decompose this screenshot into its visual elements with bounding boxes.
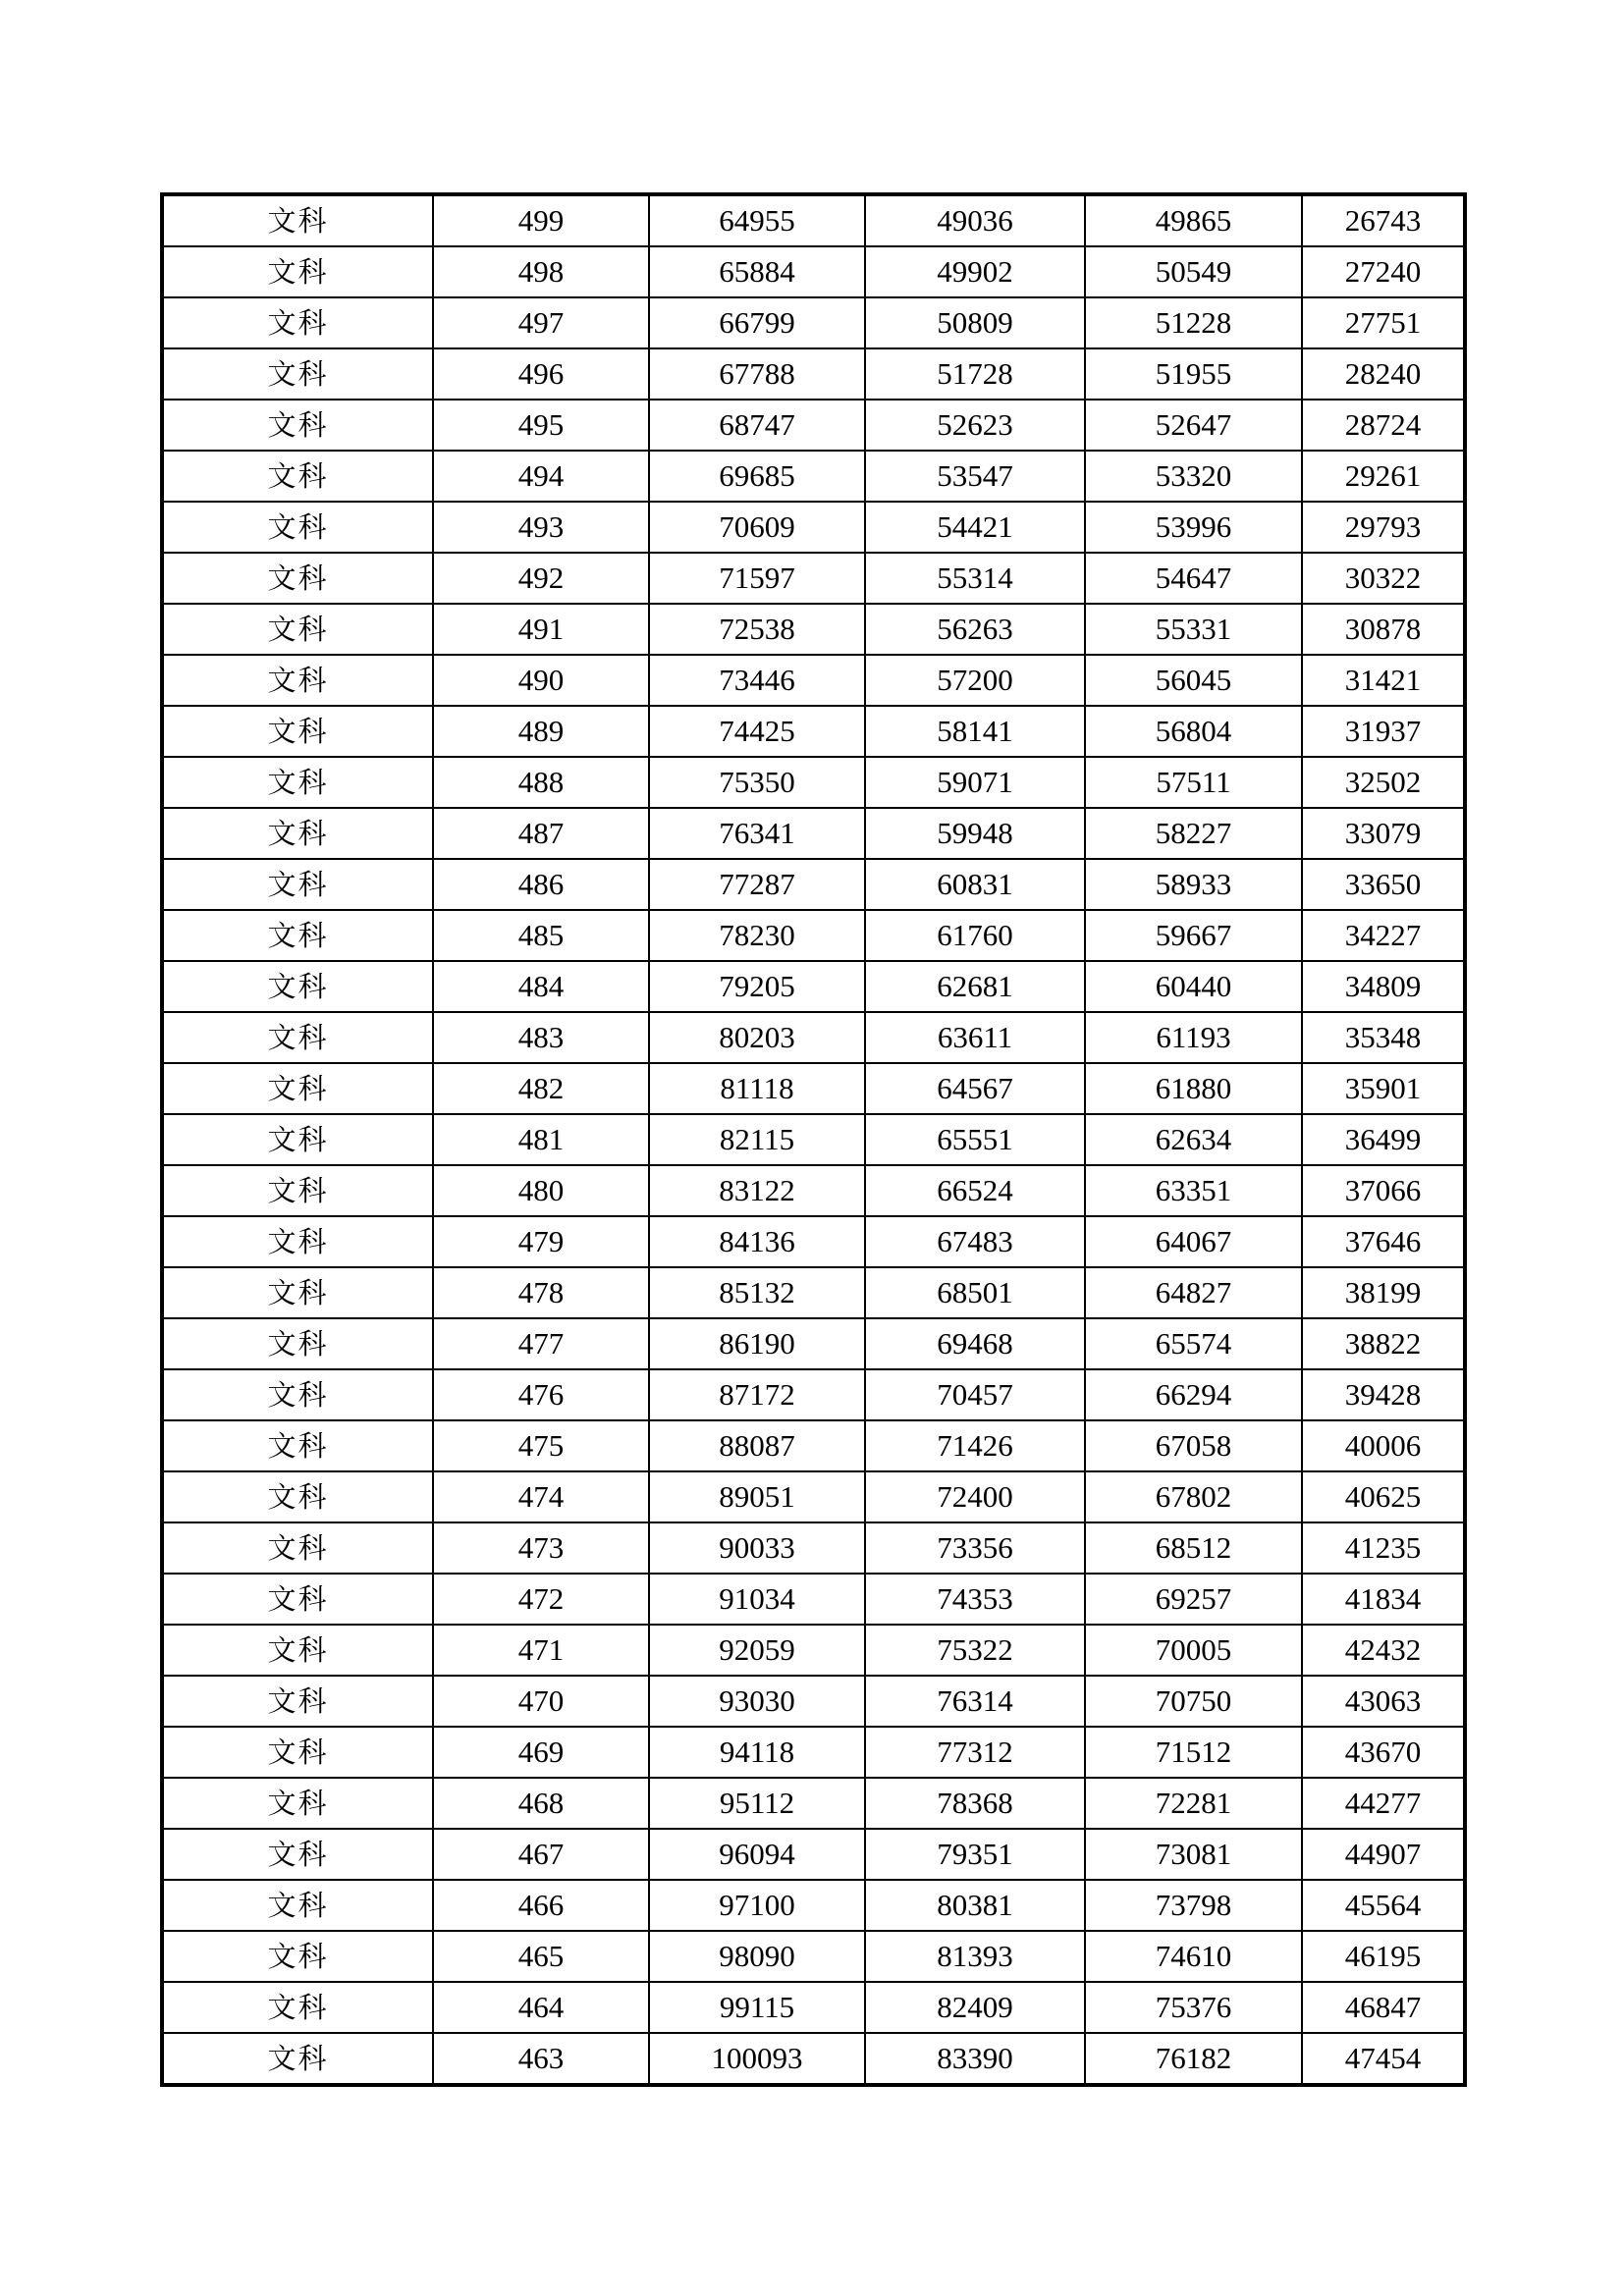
cell-value-4: 64567 — [865, 1063, 1085, 1114]
cell-score: 484 — [433, 961, 649, 1012]
cell-value-4: 76314 — [865, 1676, 1085, 1727]
table-row — [162, 1880, 1465, 1931]
table-row — [162, 2033, 1465, 2085]
cell-value-5: 66294 — [1085, 1369, 1302, 1420]
cell-score: 466 — [433, 1880, 649, 1931]
cell-value-4: 80381 — [865, 1880, 1085, 1931]
cell-value-4: 68501 — [865, 1267, 1085, 1318]
cell-score: 478 — [433, 1267, 649, 1318]
table-row — [162, 655, 1465, 706]
cell-value-6: 37066 — [1302, 1165, 1465, 1216]
cell-score: 473 — [433, 1522, 649, 1574]
cell-value-4: 59071 — [865, 757, 1085, 808]
cell-subject: 文科 — [162, 1369, 433, 1420]
cell-value-4: 54421 — [865, 502, 1085, 553]
cell-score: 496 — [433, 348, 649, 400]
cell-value-4: 61760 — [865, 910, 1085, 961]
cell-subject: 文科 — [162, 297, 433, 348]
table-row — [162, 1625, 1465, 1676]
cell-value-3: 68747 — [649, 400, 865, 451]
cell-value-4: 58141 — [865, 706, 1085, 757]
table-row — [162, 297, 1465, 348]
cell-value-5: 51228 — [1085, 297, 1302, 348]
cell-subject: 文科 — [162, 1574, 433, 1625]
cell-score: 485 — [433, 910, 649, 961]
table-row — [162, 1012, 1465, 1063]
table-row — [162, 1420, 1465, 1471]
table-row — [162, 1165, 1465, 1216]
cell-value-6: 28240 — [1302, 348, 1465, 400]
cell-score: 498 — [433, 246, 649, 297]
table-row — [162, 451, 1465, 502]
cell-value-3: 100093 — [649, 2033, 865, 2085]
cell-score: 463 — [433, 2033, 649, 2085]
cell-value-6: 31421 — [1302, 655, 1465, 706]
cell-value-5: 62634 — [1085, 1114, 1302, 1165]
cell-value-4: 74353 — [865, 1574, 1085, 1625]
cell-value-6: 30322 — [1302, 553, 1465, 604]
cell-score: 487 — [433, 808, 649, 859]
cell-value-4: 75322 — [865, 1625, 1085, 1676]
cell-value-4: 79351 — [865, 1829, 1085, 1880]
cell-subject: 文科 — [162, 1931, 433, 1982]
cell-value-5: 70750 — [1085, 1676, 1302, 1727]
cell-value-5: 68512 — [1085, 1522, 1302, 1574]
cell-subject: 文科 — [162, 1880, 433, 1931]
cell-value-3: 73446 — [649, 655, 865, 706]
cell-value-5: 76182 — [1085, 2033, 1302, 2085]
cell-score: 488 — [433, 757, 649, 808]
score-ranking-table — [160, 192, 1467, 2087]
cell-value-6: 46195 — [1302, 1931, 1465, 1982]
cell-score: 477 — [433, 1318, 649, 1369]
cell-value-6: 44907 — [1302, 1829, 1465, 1880]
cell-score: 493 — [433, 502, 649, 553]
cell-value-6: 33650 — [1302, 859, 1465, 910]
cell-value-5: 56804 — [1085, 706, 1302, 757]
table-row — [162, 1369, 1465, 1420]
cell-value-5: 63351 — [1085, 1165, 1302, 1216]
cell-value-6: 27240 — [1302, 246, 1465, 297]
cell-subject: 文科 — [162, 1471, 433, 1522]
table-row — [162, 246, 1465, 297]
cell-value-4: 65551 — [865, 1114, 1085, 1165]
cell-value-6: 36499 — [1302, 1114, 1465, 1165]
cell-value-3: 81118 — [649, 1063, 865, 1114]
cell-score: 486 — [433, 859, 649, 910]
cell-value-3: 87172 — [649, 1369, 865, 1420]
cell-subject: 文科 — [162, 1727, 433, 1778]
cell-value-4: 51728 — [865, 348, 1085, 400]
cell-score: 495 — [433, 400, 649, 451]
cell-value-3: 79205 — [649, 961, 865, 1012]
cell-value-4: 63611 — [865, 1012, 1085, 1063]
cell-value-3: 66799 — [649, 297, 865, 348]
cell-value-3: 88087 — [649, 1420, 865, 1471]
cell-subject: 文科 — [162, 1829, 433, 1880]
cell-score: 492 — [433, 553, 649, 604]
cell-subject: 文科 — [162, 400, 433, 451]
cell-subject: 文科 — [162, 859, 433, 910]
cell-value-6: 35348 — [1302, 1012, 1465, 1063]
cell-value-5: 50549 — [1085, 246, 1302, 297]
table-row — [162, 1982, 1465, 2033]
cell-value-6: 47454 — [1302, 2033, 1465, 2085]
table-row — [162, 757, 1465, 808]
cell-score: 481 — [433, 1114, 649, 1165]
table-row — [162, 1676, 1465, 1727]
cell-value-3: 99115 — [649, 1982, 865, 2033]
cell-value-5: 75376 — [1085, 1982, 1302, 2033]
table-row — [162, 1114, 1465, 1165]
cell-value-5: 65574 — [1085, 1318, 1302, 1369]
cell-subject: 文科 — [162, 1318, 433, 1369]
table-body — [162, 194, 1465, 2085]
cell-value-4: 69468 — [865, 1318, 1085, 1369]
cell-value-6: 31937 — [1302, 706, 1465, 757]
cell-subject: 文科 — [162, 1012, 433, 1063]
table-row — [162, 1471, 1465, 1522]
cell-value-6: 41834 — [1302, 1574, 1465, 1625]
cell-value-4: 62681 — [865, 961, 1085, 1012]
cell-value-4: 82409 — [865, 1982, 1085, 2033]
cell-value-5: 71512 — [1085, 1727, 1302, 1778]
cell-subject: 文科 — [162, 1216, 433, 1267]
cell-value-3: 74425 — [649, 706, 865, 757]
cell-value-5: 53996 — [1085, 502, 1302, 553]
cell-value-6: 32502 — [1302, 757, 1465, 808]
cell-subject: 文科 — [162, 706, 433, 757]
cell-subject: 文科 — [162, 1625, 433, 1676]
cell-value-4: 72400 — [865, 1471, 1085, 1522]
cell-value-6: 39428 — [1302, 1369, 1465, 1420]
cell-value-6: 41235 — [1302, 1522, 1465, 1574]
cell-value-6: 46847 — [1302, 1982, 1465, 2033]
cell-value-6: 29261 — [1302, 451, 1465, 502]
cell-score: 469 — [433, 1727, 649, 1778]
cell-value-5: 70005 — [1085, 1625, 1302, 1676]
cell-value-5: 73798 — [1085, 1880, 1302, 1931]
table-row — [162, 1778, 1465, 1829]
cell-score: 474 — [433, 1471, 649, 1522]
cell-value-5: 52647 — [1085, 400, 1302, 451]
cell-value-5: 56045 — [1085, 655, 1302, 706]
cell-subject: 文科 — [162, 1114, 433, 1165]
cell-value-5: 60440 — [1085, 961, 1302, 1012]
cell-value-5: 59667 — [1085, 910, 1302, 961]
cell-score: 489 — [433, 706, 649, 757]
cell-value-4: 56263 — [865, 604, 1085, 655]
table-row — [162, 194, 1465, 246]
cell-score: 483 — [433, 1012, 649, 1063]
cell-value-3: 95112 — [649, 1778, 865, 1829]
cell-value-5: 73081 — [1085, 1829, 1302, 1880]
cell-value-6: 33079 — [1302, 808, 1465, 859]
cell-value-4: 66524 — [865, 1165, 1085, 1216]
table-row — [162, 706, 1465, 757]
cell-value-4: 78368 — [865, 1778, 1085, 1829]
cell-value-5: 53320 — [1085, 451, 1302, 502]
cell-value-5: 74610 — [1085, 1931, 1302, 1982]
cell-subject: 文科 — [162, 808, 433, 859]
cell-value-4: 52623 — [865, 400, 1085, 451]
cell-subject: 文科 — [162, 604, 433, 655]
cell-value-4: 49902 — [865, 246, 1085, 297]
cell-value-4: 50809 — [865, 297, 1085, 348]
cell-score: 470 — [433, 1676, 649, 1727]
cell-value-5: 57511 — [1085, 757, 1302, 808]
table-row — [162, 604, 1465, 655]
cell-score: 479 — [433, 1216, 649, 1267]
cell-subject: 文科 — [162, 655, 433, 706]
cell-value-4: 70457 — [865, 1369, 1085, 1420]
table-row — [162, 1727, 1465, 1778]
cell-score: 471 — [433, 1625, 649, 1676]
cell-value-6: 40006 — [1302, 1420, 1465, 1471]
cell-value-6: 34809 — [1302, 961, 1465, 1012]
table-row — [162, 1931, 1465, 1982]
cell-value-6: 42432 — [1302, 1625, 1465, 1676]
cell-value-4: 81393 — [865, 1931, 1085, 1982]
cell-value-5: 55331 — [1085, 604, 1302, 655]
cell-score: 497 — [433, 297, 649, 348]
cell-value-3: 72538 — [649, 604, 865, 655]
table-row — [162, 1829, 1465, 1880]
cell-value-5: 54647 — [1085, 553, 1302, 604]
cell-subject: 文科 — [162, 961, 433, 1012]
cell-score: 480 — [433, 1165, 649, 1216]
cell-score: 468 — [433, 1778, 649, 1829]
cell-value-4: 59948 — [865, 808, 1085, 859]
cell-value-3: 85132 — [649, 1267, 865, 1318]
cell-value-3: 77287 — [649, 859, 865, 910]
cell-subject: 文科 — [162, 348, 433, 400]
table-row — [162, 1574, 1465, 1625]
cell-value-3: 69685 — [649, 451, 865, 502]
cell-value-6: 26743 — [1302, 194, 1465, 246]
cell-value-3: 98090 — [649, 1931, 865, 1982]
cell-subject: 文科 — [162, 1522, 433, 1574]
cell-value-4: 83390 — [865, 2033, 1085, 2085]
cell-subject: 文科 — [162, 246, 433, 297]
cell-score: 464 — [433, 1982, 649, 2033]
cell-subject: 文科 — [162, 502, 433, 553]
table-row — [162, 808, 1465, 859]
table-row — [162, 961, 1465, 1012]
cell-value-5: 49865 — [1085, 194, 1302, 246]
cell-score: 482 — [433, 1063, 649, 1114]
table-row — [162, 1063, 1465, 1114]
cell-score: 475 — [433, 1420, 649, 1471]
table-row — [162, 1522, 1465, 1574]
cell-value-6: 37646 — [1302, 1216, 1465, 1267]
cell-subject: 文科 — [162, 757, 433, 808]
cell-subject: 文科 — [162, 1982, 433, 2033]
cell-subject: 文科 — [162, 451, 433, 502]
cell-value-6: 30878 — [1302, 604, 1465, 655]
cell-score: 494 — [433, 451, 649, 502]
table-row — [162, 348, 1465, 400]
cell-value-6: 29793 — [1302, 502, 1465, 553]
table-row — [162, 400, 1465, 451]
table-row — [162, 1216, 1465, 1267]
cell-value-6: 40625 — [1302, 1471, 1465, 1522]
cell-value-4: 77312 — [865, 1727, 1085, 1778]
cell-value-4: 55314 — [865, 553, 1085, 604]
cell-subject: 文科 — [162, 194, 433, 246]
cell-score: 490 — [433, 655, 649, 706]
cell-value-5: 61193 — [1085, 1012, 1302, 1063]
cell-value-6: 28724 — [1302, 400, 1465, 451]
table-row — [162, 910, 1465, 961]
cell-score: 472 — [433, 1574, 649, 1625]
cell-value-3: 67788 — [649, 348, 865, 400]
cell-value-5: 58227 — [1085, 808, 1302, 859]
cell-value-5: 64067 — [1085, 1216, 1302, 1267]
cell-subject: 文科 — [162, 1676, 433, 1727]
cell-value-5: 72281 — [1085, 1778, 1302, 1829]
cell-value-3: 84136 — [649, 1216, 865, 1267]
table-row — [162, 1318, 1465, 1369]
cell-subject: 文科 — [162, 1778, 433, 1829]
cell-value-4: 49036 — [865, 194, 1085, 246]
cell-score: 467 — [433, 1829, 649, 1880]
cell-value-3: 75350 — [649, 757, 865, 808]
cell-value-3: 89051 — [649, 1471, 865, 1522]
cell-value-6: 43670 — [1302, 1727, 1465, 1778]
cell-value-3: 97100 — [649, 1880, 865, 1931]
cell-subject: 文科 — [162, 1420, 433, 1471]
cell-subject: 文科 — [162, 1165, 433, 1216]
cell-value-4: 57200 — [865, 655, 1085, 706]
score-table-container — [160, 192, 1463, 2087]
cell-value-5: 51955 — [1085, 348, 1302, 400]
cell-value-3: 92059 — [649, 1625, 865, 1676]
cell-value-4: 60831 — [865, 859, 1085, 910]
cell-value-6: 27751 — [1302, 297, 1465, 348]
cell-value-3: 71597 — [649, 553, 865, 604]
cell-value-3: 83122 — [649, 1165, 865, 1216]
cell-value-6: 45564 — [1302, 1880, 1465, 1931]
table-row — [162, 502, 1465, 553]
cell-value-5: 64827 — [1085, 1267, 1302, 1318]
cell-score: 465 — [433, 1931, 649, 1982]
cell-subject: 文科 — [162, 910, 433, 961]
cell-value-3: 90033 — [649, 1522, 865, 1574]
cell-value-5: 67802 — [1085, 1471, 1302, 1522]
cell-value-4: 73356 — [865, 1522, 1085, 1574]
table-row — [162, 1267, 1465, 1318]
cell-value-3: 80203 — [649, 1012, 865, 1063]
cell-value-3: 78230 — [649, 910, 865, 961]
cell-value-3: 93030 — [649, 1676, 865, 1727]
table-row — [162, 859, 1465, 910]
cell-subject: 文科 — [162, 1063, 433, 1114]
table-row — [162, 553, 1465, 604]
cell-value-3: 94118 — [649, 1727, 865, 1778]
cell-value-3: 64955 — [649, 194, 865, 246]
cell-value-6: 44277 — [1302, 1778, 1465, 1829]
cell-value-6: 35901 — [1302, 1063, 1465, 1114]
cell-value-3: 91034 — [649, 1574, 865, 1625]
cell-value-3: 82115 — [649, 1114, 865, 1165]
cell-value-3: 86190 — [649, 1318, 865, 1369]
cell-value-3: 76341 — [649, 808, 865, 859]
cell-value-3: 96094 — [649, 1829, 865, 1880]
cell-value-6: 43063 — [1302, 1676, 1465, 1727]
cell-value-3: 70609 — [649, 502, 865, 553]
cell-value-6: 34227 — [1302, 910, 1465, 961]
cell-subject: 文科 — [162, 553, 433, 604]
cell-value-5: 58933 — [1085, 859, 1302, 910]
cell-score: 476 — [433, 1369, 649, 1420]
cell-value-4: 53547 — [865, 451, 1085, 502]
cell-score: 499 — [433, 194, 649, 246]
cell-value-5: 69257 — [1085, 1574, 1302, 1625]
cell-value-6: 38199 — [1302, 1267, 1465, 1318]
cell-value-6: 38822 — [1302, 1318, 1465, 1369]
cell-score: 491 — [433, 604, 649, 655]
cell-value-5: 67058 — [1085, 1420, 1302, 1471]
cell-subject: 文科 — [162, 1267, 433, 1318]
cell-value-3: 65884 — [649, 246, 865, 297]
cell-value-4: 71426 — [865, 1420, 1085, 1471]
cell-value-4: 67483 — [865, 1216, 1085, 1267]
cell-subject: 文科 — [162, 2033, 433, 2085]
cell-value-5: 61880 — [1085, 1063, 1302, 1114]
